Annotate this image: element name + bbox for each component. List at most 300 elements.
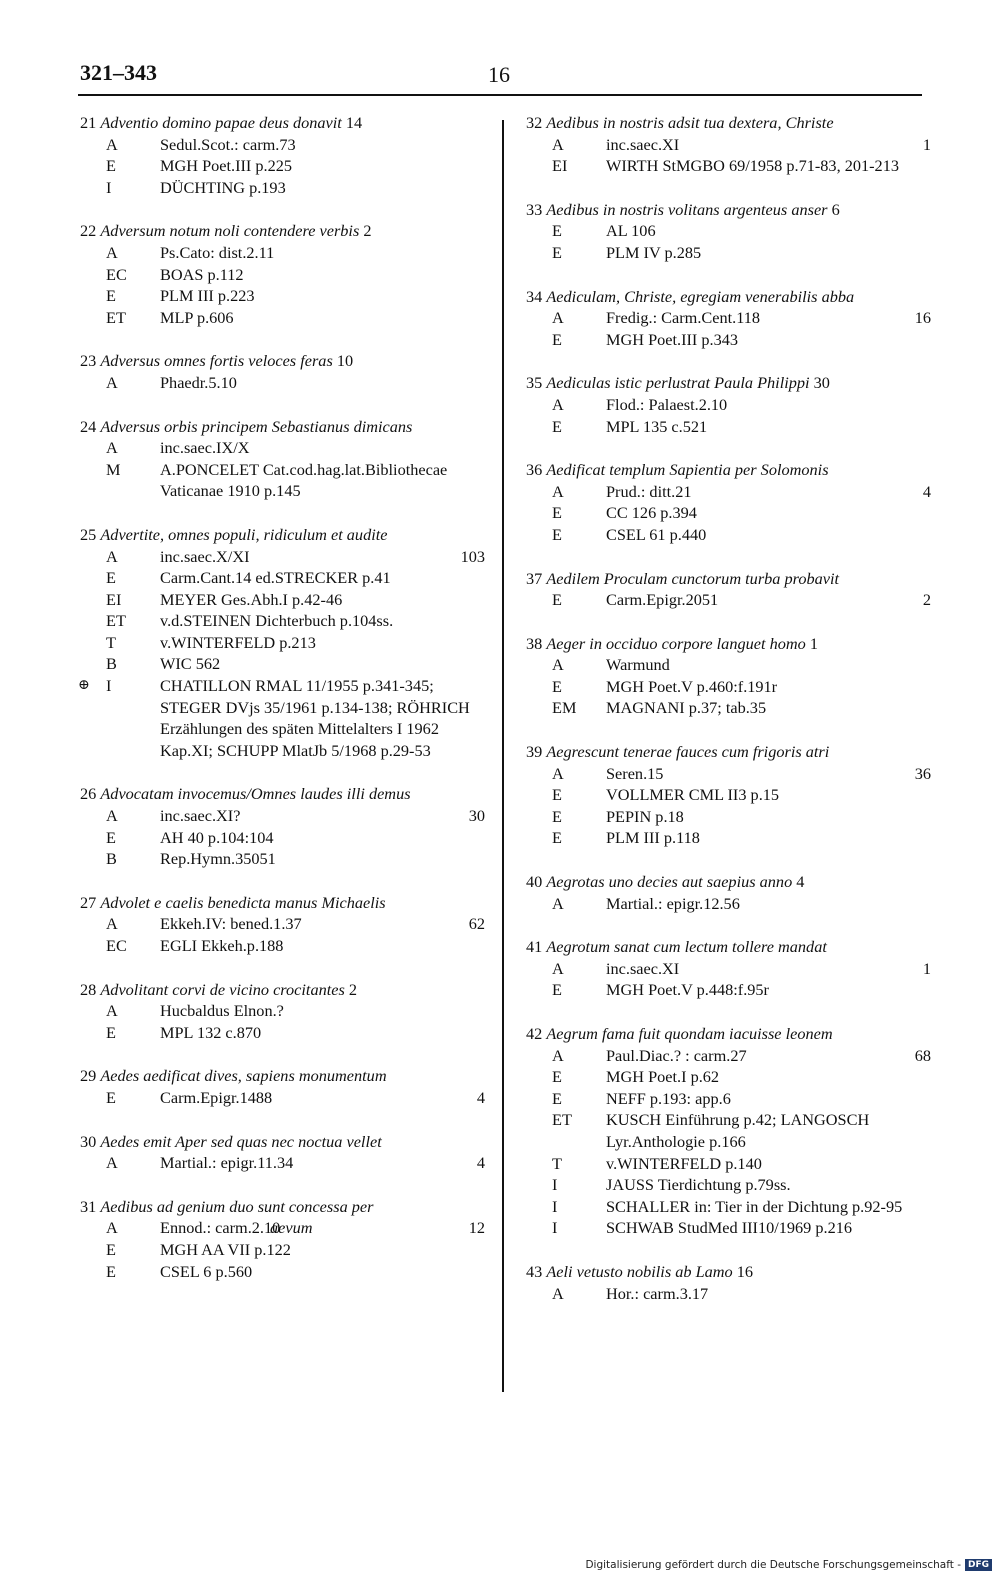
reference-code: A <box>106 372 118 392</box>
reference-code: A <box>106 806 118 826</box>
entry-incipit-line <box>526 633 931 655</box>
reference-text: Carm.Epigr.1488 <box>160 1087 273 1107</box>
reference-row <box>526 416 931 438</box>
reference-code: A <box>552 308 564 328</box>
entry-incipit: Aediculas istic perlustrat Paula Philippi <box>546 373 810 393</box>
reference-row <box>526 589 931 611</box>
verse-count: 68 <box>914 1045 931 1065</box>
reference-row <box>526 1088 931 1110</box>
footer-text: Digitalisierung gefördert durch die Deutsche Forschungsgemeinschaft - <box>585 1559 961 1571</box>
reference-code: A <box>552 958 564 978</box>
entry-number: 32 <box>526 113 543 132</box>
footer <box>585 1559 992 1571</box>
right-column <box>526 112 931 1326</box>
reference-text: Flod.: Palaest.2.10 <box>606 394 728 414</box>
reference-text: CHATILLON RMAL 11/1955 p.341-345; STEGER DVjs 35/1961 p.134-138; RÖHRICH Erzählungen des späten Mittelalters I 1962 Kap.XI; SCHUPP MlatJb 5/1968 p.29-53 <box>160 676 470 760</box>
reference-text: WIC 562 <box>160 654 221 674</box>
reference-row <box>80 1261 485 1283</box>
verse-count: 1 <box>922 958 931 978</box>
reference-code: B <box>106 654 117 674</box>
reference-code: A <box>106 242 118 262</box>
reference-code: A <box>106 438 118 458</box>
reference-text: MGH AA VII p.122 <box>160 1239 291 1259</box>
verse-count: 62 <box>468 914 485 934</box>
reference-text: MGH Poet.V p.460:f.191r <box>606 676 778 696</box>
entry-incipit-line <box>80 892 485 914</box>
reference-code: E <box>552 329 562 349</box>
reference-code: I <box>552 1218 558 1238</box>
entry-incipit: Advolitant corvi de vicino crocitantes <box>100 979 345 999</box>
reference-code: E <box>106 1261 116 1281</box>
entry-number: 38 <box>526 633 543 653</box>
entry-incipit: Advertite, omnes populi, ridiculum et audite <box>100 524 388 544</box>
reference-code: B <box>106 849 117 869</box>
catalog-entry <box>526 199 931 264</box>
entry-incipit-line <box>80 1065 485 1087</box>
reference-text: inc.saec.XI <box>606 134 680 154</box>
reference-text: Sedul.Scot.: carm.73 <box>160 134 296 154</box>
reference-text: SCHALLER in: Tier in der Dichtung p.92-95 <box>606 1196 903 1216</box>
reference-text: MPL 132 c.870 <box>160 1022 262 1042</box>
reference-text: Martial.: epigr.11.34 <box>160 1153 294 1173</box>
catalog-entry <box>526 936 931 1001</box>
entry-number: 30 <box>80 1131 97 1151</box>
entry-number: 42 <box>526 1024 543 1043</box>
entry-incipit: Aedibus in nostris adsit tua dextera, Christe <box>546 113 834 132</box>
reference-code: E <box>106 1239 116 1259</box>
catalog-entry <box>526 286 931 351</box>
reference-code: T <box>552 1153 562 1173</box>
reference-text: CSEL 61 p.440 <box>606 524 707 544</box>
reference-row <box>526 155 931 177</box>
reference-code: E <box>552 221 562 241</box>
reference-code: A <box>552 134 564 154</box>
entry-incipit-line <box>526 936 931 958</box>
reference-code: A <box>552 1045 564 1065</box>
reference-row <box>80 459 485 502</box>
reference-text: Paul.Diac.? : carm.27 <box>606 1045 747 1065</box>
reference-text: MPL 135 c.521 <box>606 416 708 436</box>
reference-text: PLM III p.118 <box>606 828 700 848</box>
catalog-entry <box>80 783 485 869</box>
reference-code: A <box>552 763 564 783</box>
entry-incipit: Aegrotas uno decies aut saepius anno <box>546 872 793 892</box>
reference-row <box>526 676 931 698</box>
reference-text: EGLI Ekkeh.p.188 <box>160 936 284 955</box>
catalog-entry <box>80 979 485 1044</box>
entry-incipit: Aedibus in nostris volitans argenteus anser <box>546 199 828 219</box>
reference-row <box>80 653 485 675</box>
entry-incipit: Adversus omnes fortis veloces feras <box>100 351 333 371</box>
entry-incipit-line <box>80 112 485 134</box>
reference-text: Hor.: carm.3.17 <box>606 1283 709 1303</box>
reference-row <box>80 935 485 957</box>
entry-number: 29 <box>80 1066 97 1086</box>
reference-row <box>526 134 931 156</box>
entry-incipit-line <box>526 372 931 394</box>
verse-count: 10 <box>336 351 354 371</box>
reference-row <box>80 1217 485 1239</box>
entry-incipit: Aeli vetusto nobilis ab Lamo <box>546 1261 733 1281</box>
reference-code: E <box>552 503 562 523</box>
page-number: 16 <box>488 62 510 87</box>
entry-number: 43 <box>526 1261 543 1281</box>
reference-row <box>80 155 485 177</box>
entry-incipit-line <box>526 741 931 763</box>
entry-incipit: Aediculam, Christe, egregiam venerabilis abba <box>546 286 855 306</box>
reference-text: inc.saec.IX/X <box>160 438 250 458</box>
reference-code: EI <box>552 156 568 176</box>
reference-row <box>526 1153 931 1175</box>
reference-text: KUSCH Einführung p.42; LANGOSCH Lyr.Anthologie p.166 <box>606 1110 870 1151</box>
reference-text: Carm.Cant.14 ed.STRECKER p.41 <box>160 568 391 588</box>
entry-incipit: Advolet e caelis benedicta manus Michaelis <box>100 892 386 912</box>
reference-code: E <box>106 827 116 847</box>
reference-code: E <box>552 806 562 826</box>
reference-code: E <box>552 1067 562 1087</box>
reference-row <box>526 242 931 264</box>
entry-number: 31 <box>80 1196 97 1216</box>
reference-text: Hucbaldus Elnon.? <box>160 1001 284 1021</box>
verse-count: 1 <box>809 633 818 653</box>
catalog-entry <box>80 350 485 393</box>
entry-number: 39 <box>526 742 543 762</box>
reference-code: ET <box>552 1110 572 1130</box>
reference-text: Fredig.: Carm.Cent.118 <box>606 308 761 328</box>
reference-code: I <box>106 676 112 696</box>
reference-continuation: aevum <box>270 1218 313 1238</box>
entry-number: 22 <box>80 221 97 241</box>
entry-incipit: Aedes emit Aper sed quas nec noctua vellet <box>100 1131 382 1151</box>
reference-row <box>80 546 485 568</box>
entry-number: 35 <box>526 373 543 393</box>
entry-incipit-line <box>526 199 931 221</box>
reference-row <box>80 134 485 156</box>
entry-number: 40 <box>526 872 543 892</box>
catalog-entry <box>526 871 931 914</box>
reference-row <box>80 827 485 849</box>
reference-text: Phaedr.5.10 <box>160 372 237 392</box>
catalog-entry <box>526 459 931 545</box>
reference-row <box>80 610 485 632</box>
reference-text: v.d.STEINEN Dichterbuch p.104ss. <box>160 611 394 631</box>
reference-text: Rep.Hymn.35051 <box>160 849 276 869</box>
reference-code: ET <box>106 307 126 327</box>
verse-count: 1 <box>922 134 931 154</box>
reference-text: Carm.Epigr.2051 <box>606 590 719 610</box>
catalog-entry <box>526 1023 931 1239</box>
reference-row <box>80 805 485 827</box>
verse-count: 12 <box>468 1218 485 1238</box>
catalog-entry <box>80 1131 485 1174</box>
entry-incipit-line <box>80 524 485 546</box>
entry-incipit-line <box>80 416 485 438</box>
reference-text: Ekkeh.IV: bened.1.37 <box>160 914 302 934</box>
reference-text: inc.saec.XI <box>606 958 680 978</box>
reference-row <box>526 1109 931 1152</box>
reference-code: E <box>106 568 116 588</box>
entry-incipit-line <box>526 1023 931 1045</box>
catalog-entry <box>526 568 931 611</box>
reference-row <box>80 848 485 870</box>
entry-incipit: Aedibus ad genium duo sunt concessa per <box>100 1196 374 1216</box>
reference-code: T <box>106 632 116 652</box>
entry-incipit: Aegrotum sanat cum lectum tollere mandat <box>546 937 827 957</box>
entry-incipit: Adversus orbis principem Sebastianus dimicans <box>100 416 413 436</box>
entry-incipit: Adversum notum noli contendere verbis <box>100 221 360 241</box>
entry-incipit-line <box>526 459 931 481</box>
reference-text: AH 40 p.104:104 <box>160 827 274 847</box>
left-column <box>80 112 485 1304</box>
reference-code: E <box>552 676 562 696</box>
reference-row <box>80 285 485 307</box>
catalog-entry <box>526 112 931 177</box>
reference-row <box>526 1066 931 1088</box>
reference-text: CC 126 p.394 <box>606 503 697 523</box>
reference-code: E <box>106 156 116 176</box>
reference-code: E <box>106 1087 116 1107</box>
reference-text: BOAS p.112 <box>160 264 244 284</box>
plus-circle-icon: ⊕ <box>78 678 90 694</box>
entry-incipit: Aeger in occiduo corpore languet homo <box>546 633 806 653</box>
reference-code: A <box>106 914 118 934</box>
entry-incipit: Aedes aedificat dives, sapiens monumentum <box>100 1066 387 1086</box>
reference-text: PEPIN p.18 <box>606 806 684 826</box>
reference-row <box>526 654 931 676</box>
reference-text: Seren.15 <box>606 763 664 783</box>
reference-text: A.PONCELET Cat.cod.hag.lat.Bibliothecae Vaticanae 1910 p.145 <box>160 459 448 501</box>
reference-row <box>80 675 485 761</box>
entry-incipit: Aegrescunt tenerae fauces cum frigoris atri <box>546 742 830 762</box>
entry-incipit-line <box>526 568 931 590</box>
reference-code: M <box>106 459 121 479</box>
reference-text: Martial.: epigr.12.56 <box>606 893 740 913</box>
reference-code: E <box>552 416 562 436</box>
reference-row <box>80 1239 485 1261</box>
catalog-entry <box>80 524 485 762</box>
catalog-entry <box>526 633 931 719</box>
reference-row <box>526 220 931 242</box>
reference-code: A <box>552 1283 564 1303</box>
reference-row <box>526 893 931 915</box>
entry-incipit-line <box>526 871 931 893</box>
reference-row <box>526 806 931 828</box>
catalog-entry <box>80 892 485 957</box>
reference-code: E <box>106 1022 116 1042</box>
catalog-entry <box>80 1196 485 1282</box>
entry-incipit: Aedificat templum Sapientia per Solomonis <box>546 460 829 480</box>
entry-number: 34 <box>526 286 543 306</box>
verse-count: 4 <box>476 1153 485 1173</box>
reference-text: PLM III p.223 <box>160 286 255 306</box>
reference-row <box>80 372 485 394</box>
entry-number: 37 <box>526 568 543 588</box>
entry-number: 36 <box>526 460 543 480</box>
reference-text: MGH Poet.III p.343 <box>606 329 739 349</box>
verse-count: 4 <box>922 481 931 501</box>
dfg-logo: DFG <box>965 1559 992 1571</box>
reference-row <box>526 827 931 849</box>
verse-count: 4 <box>476 1087 485 1107</box>
reference-code: A <box>106 1218 118 1238</box>
reference-code: A <box>552 394 564 414</box>
reference-row <box>526 307 931 329</box>
reference-row <box>526 524 931 546</box>
entry-incipit-line <box>80 350 485 372</box>
entry-incipit-line <box>526 286 931 308</box>
reference-row <box>526 502 931 524</box>
reference-row <box>80 1000 485 1022</box>
reference-text: MGH Poet.III p.225 <box>160 156 293 176</box>
entry-number: 28 <box>80 979 97 999</box>
entry-number: 33 <box>526 199 543 219</box>
header-rule <box>78 94 922 96</box>
entry-incipit-line <box>526 112 931 134</box>
reference-row <box>526 763 931 785</box>
reference-code: EC <box>106 264 127 284</box>
reference-text: JAUSS Tierdichtung p.79ss. <box>606 1175 791 1195</box>
reference-text: MLP p.606 <box>160 307 234 327</box>
reference-text: PLM IV p.285 <box>606 242 702 262</box>
reference-text: CSEL 6 p.560 <box>160 1261 253 1281</box>
reference-row <box>80 1022 485 1044</box>
entry-number: 21 <box>80 113 97 132</box>
reference-row <box>526 1217 931 1239</box>
reference-row <box>526 1283 931 1305</box>
entry-number: 26 <box>80 784 97 804</box>
entry-incipit-line <box>80 783 485 805</box>
verse-count: 2 <box>922 590 931 610</box>
reference-row <box>526 697 931 719</box>
entry-incipit-line <box>80 220 485 242</box>
reference-row <box>526 394 931 416</box>
entry-number: 24 <box>80 416 97 436</box>
entry-incipit-line <box>80 1196 485 1218</box>
reference-text: MEYER Ges.Abh.I p.42-46 <box>160 589 343 609</box>
entry-incipit-line <box>526 1261 931 1283</box>
reference-code: A <box>552 481 564 501</box>
reference-text: MGH Poet.I p.62 <box>606 1067 720 1087</box>
reference-code: ET <box>106 611 126 631</box>
reference-row <box>80 589 485 611</box>
reference-code: E <box>552 828 562 848</box>
reference-code: I <box>106 177 112 197</box>
reference-row <box>80 264 485 286</box>
catalog-entry <box>80 112 485 198</box>
reference-code: A <box>106 134 118 154</box>
reference-code: E <box>552 980 562 1000</box>
reference-text: v.WINTERFELD p.140 <box>606 1153 762 1173</box>
reference-row <box>80 437 485 459</box>
reference-row <box>526 784 931 806</box>
entry-number: 27 <box>80 892 97 912</box>
verse-count: 30 <box>468 806 485 826</box>
reference-row <box>80 1087 485 1109</box>
reference-text: MAGNANI p.37; tab.35 <box>606 698 767 718</box>
reference-code: E <box>552 785 562 805</box>
reference-text: AL 106 <box>606 221 656 241</box>
catalog-entry <box>526 1261 931 1304</box>
reference-row <box>526 979 931 1001</box>
reference-text: Ps.Cato: dist.2.11 <box>160 242 275 262</box>
reference-code: E <box>552 590 562 610</box>
catalog-entry <box>80 416 485 502</box>
verse-count: 2 <box>348 979 358 999</box>
verse-count: 16 <box>914 308 931 328</box>
reference-text: Prud.: ditt.21 <box>606 481 692 501</box>
reference-code: A <box>552 893 564 913</box>
reference-code: A <box>552 655 564 675</box>
reference-code: EI <box>106 589 122 609</box>
reference-text: Ennod.: carm.2.10 <box>160 1218 281 1238</box>
entry-incipit: Adventio domino papae deus donavit <box>100 113 342 132</box>
reference-text: inc.saec.X/XI <box>160 546 250 566</box>
reference-row <box>80 567 485 589</box>
entry-incipit: Advocatam invocemus/Omnes laudes illi demus <box>100 784 411 804</box>
reference-code: EM <box>552 698 577 718</box>
reference-row <box>526 958 931 980</box>
reference-code: A <box>106 546 118 566</box>
reference-text: SCHWAB StudMed III10/1969 p.216 <box>606 1218 853 1238</box>
entry-incipit: Aegrum fama fuit quondam iacuisse leonem <box>546 1024 833 1043</box>
entry-incipit-line <box>80 979 485 1001</box>
verse-count: 103 <box>460 546 485 566</box>
verse-count: 6 <box>831 199 840 219</box>
reference-text: Warmund <box>606 655 670 675</box>
reference-code: E <box>552 242 562 262</box>
entry-incipit-line <box>80 1131 485 1153</box>
verse-count: 16 <box>736 1261 754 1281</box>
entry-number: 41 <box>526 937 543 957</box>
reference-row <box>526 481 931 503</box>
verse-count: 4 <box>796 872 805 892</box>
reference-row <box>526 329 931 351</box>
catalog-entry <box>526 372 931 437</box>
reference-code: I <box>552 1196 558 1216</box>
reference-code: A <box>106 1153 118 1173</box>
reference-code: E <box>106 286 116 306</box>
entry-number: 23 <box>80 351 97 371</box>
reference-text: NEFF p.193: app.6 <box>606 1088 731 1108</box>
reference-code: I <box>552 1175 558 1195</box>
reference-row <box>80 307 485 329</box>
reference-code: E <box>552 524 562 544</box>
reference-row <box>80 913 485 935</box>
reference-row <box>80 632 485 654</box>
reference-row <box>80 1152 485 1174</box>
reference-row <box>526 1045 931 1067</box>
reference-text: inc.saec.XI? <box>160 806 241 826</box>
reference-text: DÜCHTING p.193 <box>160 177 286 197</box>
verse-count: 30 <box>813 373 830 393</box>
entry-incipit: Aedilem Proculam cunctorum turba probavit <box>546 568 840 588</box>
reference-row <box>526 1174 931 1196</box>
column-divider <box>502 120 504 1392</box>
entry-number: 25 <box>80 524 97 544</box>
reference-text: v.WINTERFELD p.213 <box>160 632 316 652</box>
reference-text: MGH Poet.V p.448:f.95r <box>606 980 769 1000</box>
verse-count: 2 <box>363 221 372 241</box>
reference-text: VOLLMER CML II3 p.15 <box>606 785 780 805</box>
reference-code: EC <box>106 936 127 955</box>
reference-text: WIRTH StMGBO 69/1958 p.71-83, 201-213 <box>606 156 899 176</box>
verse-count: 36 <box>914 763 931 783</box>
reference-code: E <box>552 1088 562 1108</box>
page-range-header: 321–343 <box>80 60 157 85</box>
catalog-entry <box>80 1065 485 1108</box>
catalog-entry <box>526 741 931 849</box>
reference-row <box>526 1196 931 1218</box>
